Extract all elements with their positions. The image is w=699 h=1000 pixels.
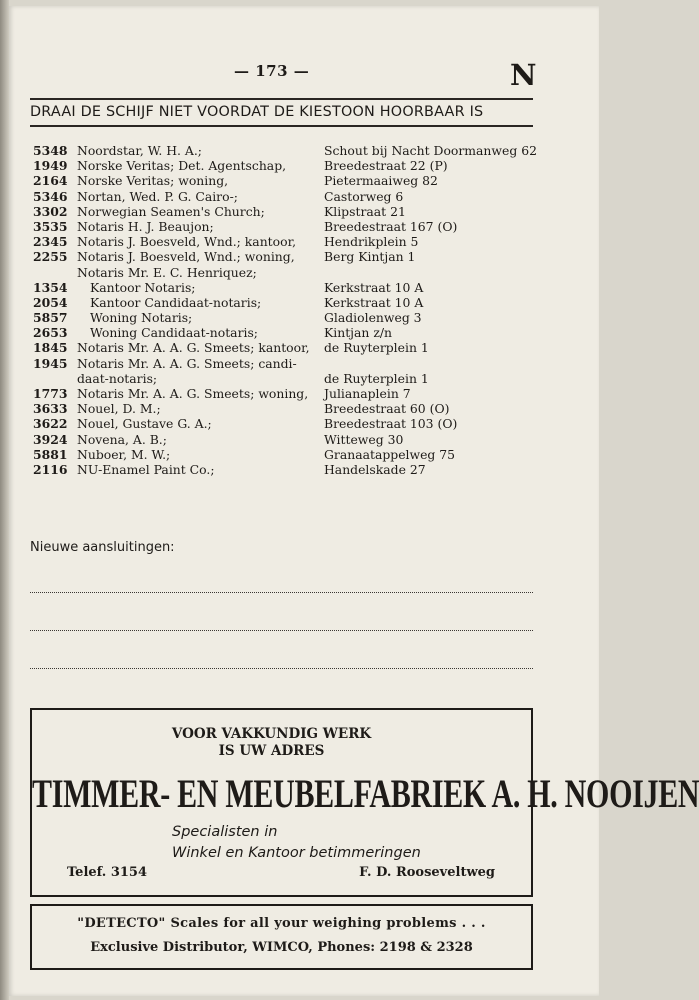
- page-number: — 173 —: [234, 62, 310, 80]
- new-connections-label: Nieuwe aansluitingen:: [30, 540, 175, 555]
- entry-phone-number: 1945: [33, 355, 68, 371]
- entry-address: Witteweg 30: [324, 431, 404, 447]
- entry-phone-number: 2164: [33, 173, 68, 189]
- dotted-line: [30, 668, 533, 669]
- entry-phone-number: 2345: [33, 234, 68, 250]
- entry-phone-number: 5857: [33, 310, 68, 326]
- entry-address: Breedestraat 22 (P): [324, 158, 448, 174]
- entry-name: Norske Veritas; woning,: [77, 173, 229, 189]
- entry-phone-number: 1354: [33, 279, 68, 295]
- entry-name: Notaris Mr. E. C. Henriquez;: [77, 264, 257, 280]
- entry-address: Pietermaaiweg 82: [324, 173, 438, 189]
- directory-entry: [33, 173, 543, 188]
- entry-name: Woning Notaris;: [90, 310, 193, 326]
- entry-name: Nortan, Wed. P. G. Cairo-;: [77, 188, 238, 204]
- directory-entry: [33, 356, 543, 371]
- entry-address: de Ruyterplein 1: [324, 340, 429, 356]
- entry-phone-number: 5346: [33, 188, 68, 204]
- entry-phone-number: 3633: [33, 401, 68, 417]
- entry-address: Breedestraat 60 (O): [324, 401, 450, 417]
- directory-entry: [33, 280, 543, 295]
- entry-name: Notaris Mr. A. A. G. Smeets; kantoor,: [77, 340, 310, 356]
- entry-phone-number: 3535: [33, 218, 68, 234]
- detecto-scales-ad: [30, 904, 533, 970]
- entry-name: Notaris J. Boesveld, Wnd.; woning,: [77, 249, 295, 265]
- directory-entry: [33, 416, 543, 431]
- entry-address: Julianaplein 7: [324, 386, 411, 401]
- entry-address: Granaatappelweg 75: [324, 446, 456, 462]
- entry-address: Breedestraat 103 (O): [324, 416, 458, 432]
- entry-name: Nouel, D. M.;: [77, 401, 161, 417]
- entry-name: Norske Veritas; Det. Agentschap,: [77, 158, 287, 174]
- directory-entry: [33, 386, 543, 401]
- directory-entry: [33, 204, 543, 219]
- detecto-distributor: Exclusive Distributor, WIMCO, Phones: 2198 & 2328: [90, 940, 473, 955]
- entry-name: NU-Enamel Paint Co.;: [77, 461, 215, 477]
- entry-address: Handelskade 27: [324, 461, 426, 477]
- entry-name: Kantoor Notaris;: [90, 279, 196, 295]
- dial-warning-banner: DRAAI DE SCHIJF NIET VOORDAT DE KIESTOON HOORBAAR IS: [30, 104, 484, 120]
- ad-specialty: [172, 822, 421, 864]
- directory-entry: [33, 432, 543, 447]
- entry-phone-number: 3924: [33, 431, 68, 447]
- entry-address: Kintjan z/n: [324, 325, 393, 341]
- section-letter: N: [510, 58, 537, 92]
- entry-phone-number: 2653: [33, 325, 68, 341]
- entry-address: Schout bij Nacht Doormanweg 62: [324, 143, 537, 158]
- ad-tagline-1: VOOR VAKKUNDIG WERK: [171, 726, 372, 742]
- directory-entry: [33, 340, 543, 355]
- entry-phone-number: 2054: [33, 294, 68, 310]
- ad-tagline-2: IS UW ADRES: [218, 743, 325, 759]
- dotted-line: [30, 592, 533, 593]
- directory-entry: [33, 295, 543, 310]
- entry-name: Notaris Mr. A. A. G. Smeets; woning,: [77, 386, 309, 401]
- banner-rule: [30, 125, 533, 127]
- entry-address: Kerkstraat 10 A: [324, 279, 424, 295]
- entry-address: Kerkstraat 10 A: [324, 294, 424, 310]
- entry-name: Notaris Mr. A. A. G. Smeets; candi-: [77, 355, 297, 371]
- entry-address: Breedestraat 167 (O): [324, 218, 458, 234]
- directory-entry: [33, 310, 543, 325]
- entry-name: Norwegian Seamen's Church;: [77, 203, 265, 219]
- directory-entry: [33, 447, 543, 462]
- furniture-factory-ad: [30, 708, 699, 897]
- ad-phone: Telef. 3154: [67, 865, 148, 880]
- directory-entry: [33, 371, 543, 386]
- directory-entry: [33, 219, 543, 234]
- directory-entry: [33, 189, 543, 204]
- top-rule: [30, 98, 533, 100]
- ad-specialty-line-2: Winkel en Kantoor betimmeringen: [172, 845, 421, 861]
- directory-entry: [33, 325, 543, 340]
- detecto-tagline: "DETECTO" Scales for all your weighing problems . . .: [77, 916, 486, 931]
- entry-name: Nouel, Gustave G. A.;: [77, 416, 212, 432]
- directory-entry: [33, 265, 543, 280]
- entry-address: de Ruyterplein 1: [324, 370, 429, 386]
- dotted-line: [30, 630, 533, 631]
- entry-phone-number: 2255: [33, 249, 68, 265]
- entry-address: Gladiolenweg 3: [324, 310, 422, 326]
- entry-name: Nuboer, M. W.;: [77, 446, 171, 462]
- directory-entry: [33, 462, 543, 477]
- book-spine: [0, 0, 9, 1000]
- entry-name: Woning Candidaat-notaris;: [90, 325, 258, 341]
- entry-phone-number: 1773: [33, 386, 68, 401]
- entry-name: Notaris J. Boesveld, Wnd.; kantoor,: [77, 234, 297, 250]
- entry-address: Berg Kintjan 1: [324, 249, 416, 265]
- entry-name: Noordstar, W. H. A.;: [77, 143, 202, 158]
- directory-entry: [33, 401, 543, 416]
- entry-phone-number: 1845: [33, 340, 68, 356]
- entry-address: Klipstraat 21: [324, 203, 406, 219]
- directory-entry: [33, 158, 543, 173]
- entry-phone-number: 1949: [33, 158, 68, 174]
- directory-entry: [33, 143, 543, 158]
- directory-entry: [33, 249, 543, 264]
- entry-name: daat-notaris;: [77, 370, 158, 386]
- entry-address: Hendrikplein 5: [324, 234, 419, 250]
- entry-phone-number: 3622: [33, 416, 68, 432]
- ad-address: F. D. Rooseveltweg: [359, 865, 495, 880]
- entry-phone-number: 2116: [33, 461, 68, 477]
- directory-entry: [33, 234, 543, 249]
- entry-address: Castorweg 6: [324, 188, 404, 204]
- entry-phone-number: 5881: [33, 446, 68, 462]
- entry-phone-number: 5348: [33, 143, 68, 158]
- entry-phone-number: 3302: [33, 203, 68, 219]
- entry-name: Novena, A. B.;: [77, 431, 167, 447]
- directory-listing: [33, 143, 543, 477]
- entry-name: Notaris H. J. Beaujon;: [77, 218, 214, 234]
- ad-specialty-line-1: Specialisten in: [172, 824, 278, 840]
- ad-company-name: TIMMER- EN MEUBELFABRIEK A. H. NOOIJEN: [32, 772, 699, 817]
- entry-name: Kantoor Candidaat-notaris;: [90, 294, 262, 310]
